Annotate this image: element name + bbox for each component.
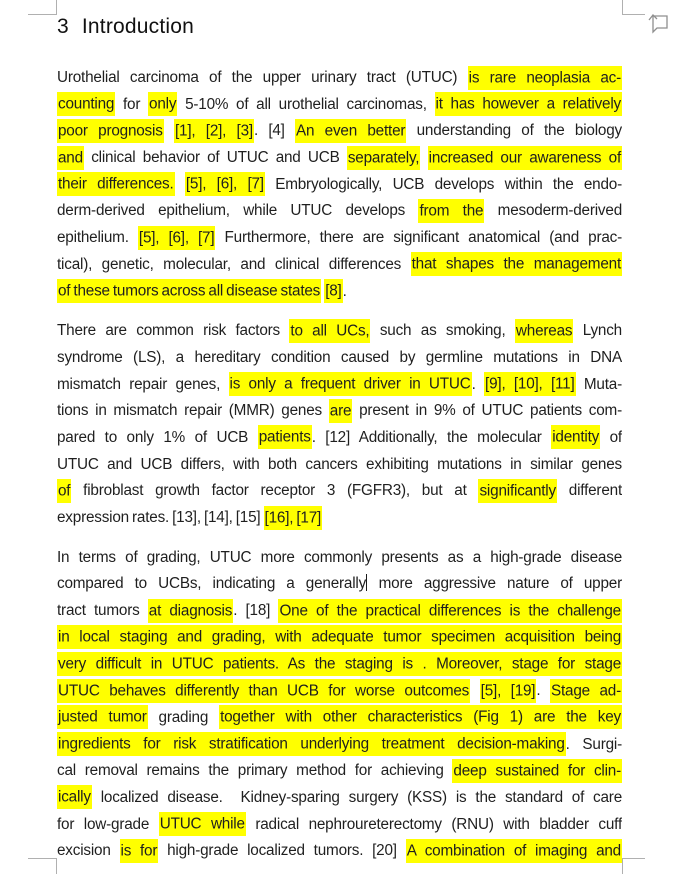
highlighted-text: of these tumors across all disease states [57,279,321,303]
text-line [57,372,622,399]
plain-text: excision [57,842,120,860]
highlighted-text: Stage ad- [550,679,622,703]
text-line [57,732,622,759]
section-heading [57,13,622,40]
text-line [57,225,622,252]
plain-text: . [471,375,485,393]
plain-text [470,682,480,699]
text-column [57,13,622,874]
plain-text [164,122,174,139]
section-number: 3 [57,15,69,38]
highlighted-text: is for [120,839,159,863]
text-line [57,758,622,785]
highlighted-text: whereas [515,319,573,343]
plain-text: fibroblast growth factor receptor 3 (FGFR3), but at [71,482,479,500]
text-line [57,345,622,372]
plain-text: different [556,482,622,500]
highlighted-text: deep sustained for clin- [452,759,622,783]
plain-text: . [536,682,550,700]
text-line [57,92,622,119]
plain-text: There are common risk factors [57,322,290,340]
highlighted-text: [16], [17] [264,506,323,530]
highlighted-text: separately, [347,146,421,170]
plain-text: such as smoking, [370,322,515,340]
highlighted-text: it has however a relatively [435,92,622,116]
text-boundary-corner-bottom-right [622,858,645,874]
plain-text: of [600,428,622,446]
text-line [57,65,622,92]
plain-text: Urothelial carcinoma of the upper urinary tract (UTUC) [57,69,468,86]
plain-text: epithelium. [57,229,138,247]
highlighted-text: [5], [6], [7] [138,226,216,250]
highlighted-text: is rare neoplasia ac- [468,66,622,90]
paragraph [57,318,622,532]
text-line [57,598,622,625]
text-line [57,425,622,452]
plain-text [175,176,185,193]
text-line [57,252,622,279]
plain-text: mismatch repair genes, [57,375,229,393]
plain-text: for [115,95,149,113]
highlighted-text: to all UCs, [289,319,370,343]
highlighted-text: An even better [295,119,406,143]
highlighted-text: justed tumor [57,705,148,729]
highlighted-text: very difficult in UTUC patients. As the staging is . Moreover, stage for stage [57,652,622,676]
text-line [57,452,622,479]
plain-text: expression rates. [13], [14], [15] [57,509,264,526]
text-line [57,172,622,199]
plain-text: compared to UCBs, indicating a generally [57,575,367,593]
plain-text: clinical behavior of UTUC and UCB [83,149,347,167]
highlighted-text: ically [57,785,92,809]
text-line [57,625,622,652]
text-line [57,318,622,345]
text-line [57,785,622,812]
plain-text: In terms of grading, UTUC more commonly presents as a high-grade disease [57,548,622,566]
plain-text: Muta- [575,375,622,393]
text-line [57,812,622,839]
plain-text: grading [147,708,220,726]
highlighted-text: their differences. [57,172,175,196]
highlighted-text: [5], [6], [7] [185,172,265,196]
highlighted-text: identity [551,425,600,449]
paragraph [57,545,622,865]
highlighted-text: counting [57,92,115,116]
highlighted-text: [8] [324,279,342,303]
highlighted-text: only [148,92,177,116]
highlighted-text: poor prognosis [57,119,164,143]
text-line [57,478,622,505]
highlighted-text: and [57,146,84,170]
plain-text: cal removal remains the primary method for achieving [57,762,453,780]
highlighted-text: patients [258,425,312,449]
plain-text: for low-grade [57,815,159,833]
document-body[interactable] [57,65,622,865]
plain-text: . [4] [253,122,296,140]
plain-text: tical), genetic, molecular, and clinical differences [57,255,411,273]
plain-text: Furthermore, there are significant anatomical (and prac- [215,229,622,247]
comment-indicator[interactable] [646,12,670,34]
highlighted-text: of [57,479,71,503]
plain-text: radical nephroureterectomy (RNU) with bladder cuff [245,815,622,833]
highlighted-text: are [329,399,353,423]
highlighted-text: UTUC behaves differently than UCB for worse outcomes [57,679,470,703]
section-title: Introduction [81,15,195,38]
highlighted-text: at diagnosis [148,599,233,623]
plain-text: high-grade localized tumors. [20] [158,842,406,860]
plain-text: UTUC and UCB differs, with both cancers exhibiting mutations in similar genes [57,455,622,473]
text-line [57,398,622,425]
text-line [57,678,622,705]
plain-text: Embryologically, UCB develops within the endo- [264,175,622,193]
text-line [57,198,622,225]
plain-text: tract tumors [57,602,148,620]
highlighted-text: is only a frequent driver in UTUC [229,372,472,396]
plain-text: localized disease. Kidney-sparing surgery (KSS) is the standard of care [91,788,622,806]
text-line [57,279,622,306]
text-boundary-corner-top-right [622,0,645,15]
highlighted-text: significantly [478,479,556,503]
comment-check-icon [646,12,670,34]
plain-text: . Surgi- [565,735,622,753]
highlighted-text: [1], [2], [3] [174,119,254,143]
plain-text: . [12] Additionally, the molecular [311,428,552,446]
text-line [57,838,622,865]
text-line [57,118,622,145]
text-line [57,651,622,678]
plain-text: mesoderm-derived [484,202,622,220]
text-line [57,505,622,532]
plain-text: Lynch [573,322,622,340]
text-boundary-corner-bottom-left [28,858,57,874]
highlighted-text: in local staging and grading, with adequate tumor specimen acquisition being [57,625,622,649]
highlighted-text: together with other characteristics (Fig 1) are the key [219,705,622,729]
plain-text: . [18] [233,602,279,620]
plain-text: present in 9% of UTUC patients com- [352,402,622,420]
highlighted-text: that shapes the management [411,252,622,276]
text-line [57,145,622,172]
text-line [57,705,622,732]
plain-text [420,149,427,166]
plain-text: . [342,282,347,300]
highlighted-text: ingredients for risk stratification underlying treatment decision-making [57,732,566,756]
plain-text: derm-derived epithelium, while UTUC develops [57,202,419,220]
text-boundary-corner-top-left [28,0,57,15]
highlighted-text: [9], [10], [11] [484,372,576,396]
highlighted-text: [5], [19] [480,679,537,703]
plain-text: syndrome (LS), a hereditary condition caused by germline mutations in DNA [57,348,622,366]
highlighted-text: A combination of imaging and [406,839,622,863]
plain-text: understanding of the biology [406,122,622,140]
text-line [57,571,622,598]
highlighted-text: One of the practical differences is the challenge [278,599,622,623]
paragraph [57,65,622,305]
plain-text: 5-10% of all urothelial carcinomas, [177,95,435,113]
highlighted-text: increased our awareness of [428,146,622,170]
highlighted-text: from the [418,199,484,223]
plain-text: pared to only 1% of UCB [57,428,258,446]
plain-text: more aggressive nature of upper [367,575,622,593]
highlighted-text: UTUC while [159,812,246,836]
text-line [57,545,622,572]
plain-text: tions in mismatch repair (MMR) genes [57,402,329,420]
